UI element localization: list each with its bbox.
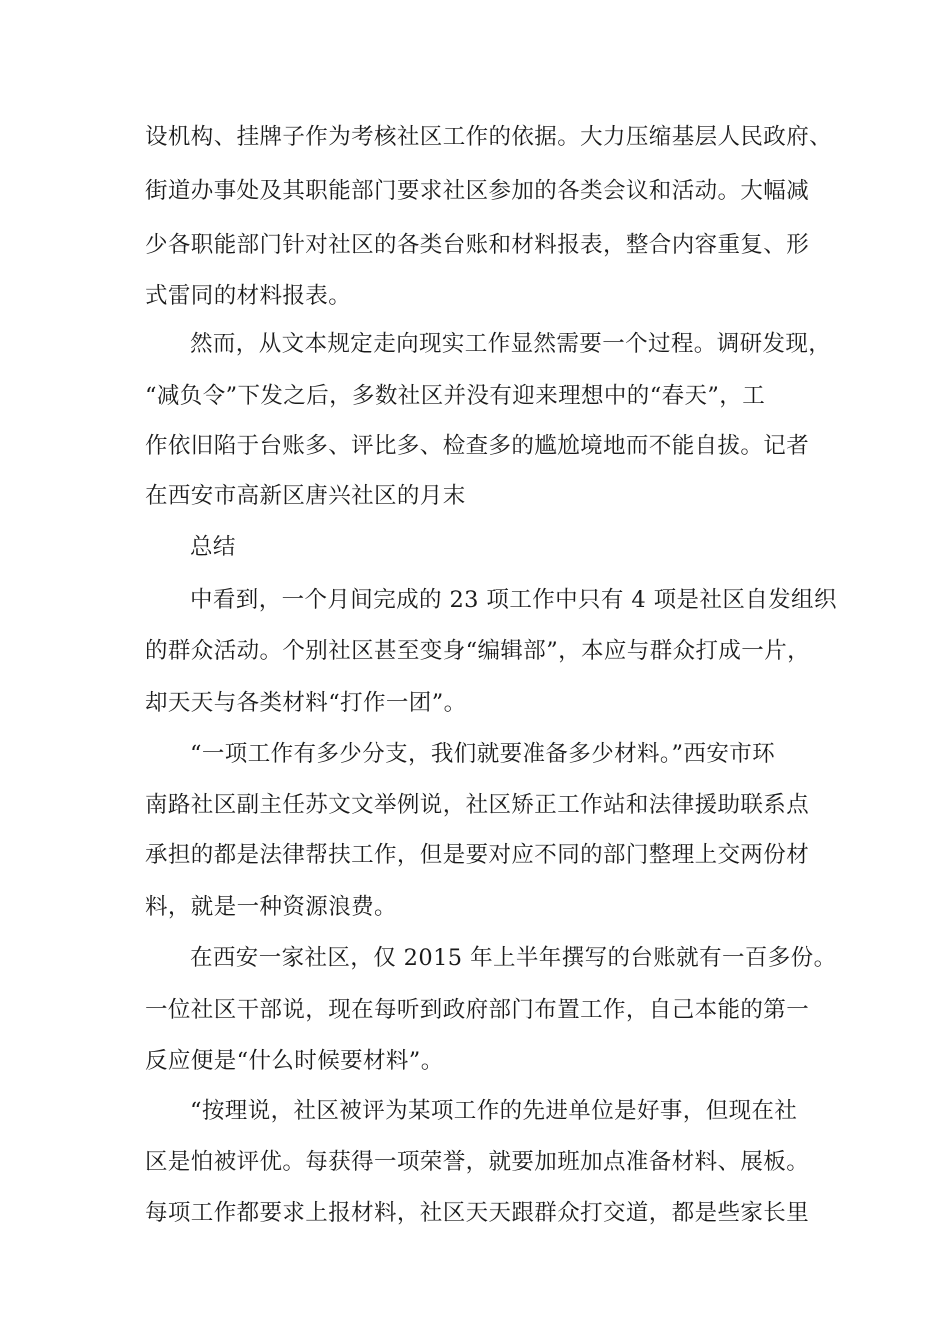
text-line: 南路社区副主任苏文文举例说，社区矫正工作站和法律援助联系点	[145, 792, 810, 818]
text-line: 承担的都是法律帮扶工作，但是要对应不同的部门整理上交两份材	[145, 842, 810, 868]
paragraph-start-line: “一项工作有多少分支，我们就要准备多少材料。”西安市环	[190, 741, 776, 767]
text-line: 每项工作都要求上报材料，社区天天跟群众打交道，都是些家长里	[145, 1200, 810, 1226]
paragraph-start-line: 然而，从文本规定走向现实工作显然需要一个过程。调研发现，	[190, 331, 832, 357]
text-line: 反应便是“什么时候要材料”。	[145, 1048, 444, 1074]
text-line: 一位社区干部说，现在每听到政府部门布置工作，自己本能的第一	[145, 997, 810, 1023]
text-line: 少各职能部门针对社区的各类台账和材料报表，整合内容重复、形	[145, 232, 810, 258]
text-line: 在西安市高新区唐兴社区的月末	[145, 483, 466, 509]
text-line: 式雷同的材料报表。	[145, 283, 352, 309]
text-line: 的群众活动。个别社区甚至变身“编辑部”，本应与群众打成一片，	[145, 638, 811, 664]
text-line: 料，就是一种资源浪费。	[145, 894, 397, 920]
text-line: “减负令”下发之后，多数社区并没有迎来理想中的“春天”，工	[145, 383, 766, 409]
text-line: 设机构、挂牌子作为考核社区工作的依据。大力压缩基层人民政府、	[145, 124, 833, 150]
paragraph-start-line: “按理说，社区被评为某项工作的先进单位是好事，但现在社	[190, 1098, 798, 1124]
paragraph-start-line: 中看到，一个月间完成的 23 项工作中只有 4 项是社区自发组织	[190, 587, 837, 613]
text-line: 却天天与各类材料“打作一团”。	[145, 690, 467, 716]
text-line: 街道办事处及其职能部门要求社区参加的各类会议和活动。大幅减	[145, 178, 810, 204]
paragraph-start-line: 总结	[190, 534, 236, 560]
paragraph-start-line: 在西安一家社区，仅 2015 年上半年撰写的台账就有一百多份。	[190, 945, 837, 971]
text-line: 区是怕被评优。每获得一项荣誉，就要加班加点准备材料、展板。	[145, 1149, 810, 1175]
text-line: 作依旧陷于台账多、评比多、检查多的尴尬境地而不能自拔。记者	[145, 433, 810, 459]
